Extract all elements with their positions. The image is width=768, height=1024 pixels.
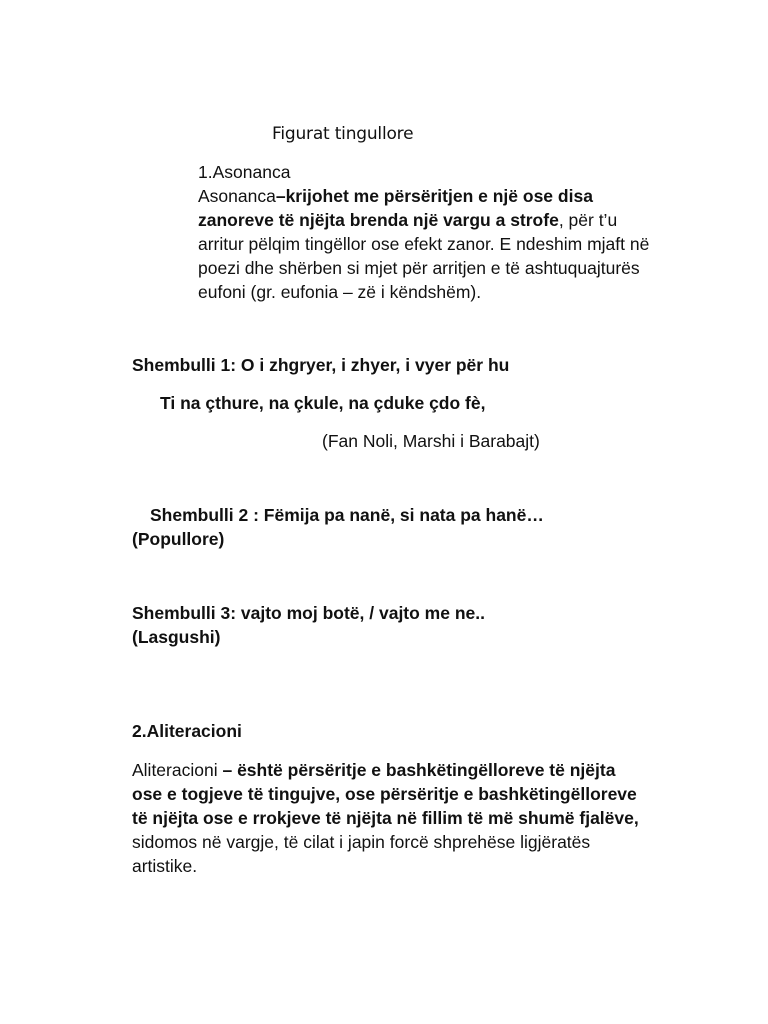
example-1-line-1: Shembulli 1: O i zhgryer, i zhyer, i vyer për hu (132, 355, 510, 375)
asonanca-dash: – (275, 186, 286, 206)
aliteracioni-term: Aliteracioni (132, 760, 218, 780)
example-2 (132, 503, 544, 551)
aliteracioni-definition-bold: është përsëritje e bashkëtingëlloreve të njëjta ose e togjeve të tingujve, ose përsëritje e bashkëtingëlloreve të njëjta ose e rrokjeve të njëjta në fillim të më shumë fjalëve, (132, 760, 639, 828)
aliteracioni-heading: 2.Aliteracioni (132, 721, 242, 741)
example-3-line-2: (Lasgushi) (132, 627, 221, 647)
asonanca-heading: 1.Asonanca (198, 162, 291, 182)
aliteracioni-definition (132, 758, 642, 878)
asonanca-section (198, 160, 658, 304)
example-1-source: (Fan Noli, Marshi i Barabajt) (322, 431, 540, 451)
example-2-line-1: Shembulli 2 : Fëmija pa nanë, si nata pa hanë… (150, 505, 544, 525)
aliteracioni-definition-rest: sidomos në vargje, të cilat i japin forcë shprehëse ligjëratës artistike. (132, 832, 591, 876)
example-2-line-2: (Popullore) (132, 529, 225, 549)
asonanca-definition-bold: krijohet me përsëritjen e një ose disa zanoreve të njëjta brenda një vargu a strofe (198, 186, 593, 230)
asonanca-term: Asonanca (198, 186, 276, 206)
aliteracioni-dash: – (217, 760, 238, 780)
page-title: Figurat tingullore (272, 124, 414, 144)
example-3-line-1: Shembulli 3: vajto moj botë, / vajto me ne.. (132, 603, 485, 623)
asonanca-definition-rest: , për t’u arritur pëlqim tingëllor ose efekt zanor. E ndeshim mjaft në poezi dhe shërben si mjet për arritjen e të ashtuquajturës eufoni (gr. eufonia – zë i këndshëm). (198, 210, 650, 302)
example-3 (132, 601, 485, 649)
asonanca-definition (198, 184, 658, 304)
example-1-line-2: Ti na çthure, na çkule, na çduke çdo fè, (160, 393, 486, 413)
